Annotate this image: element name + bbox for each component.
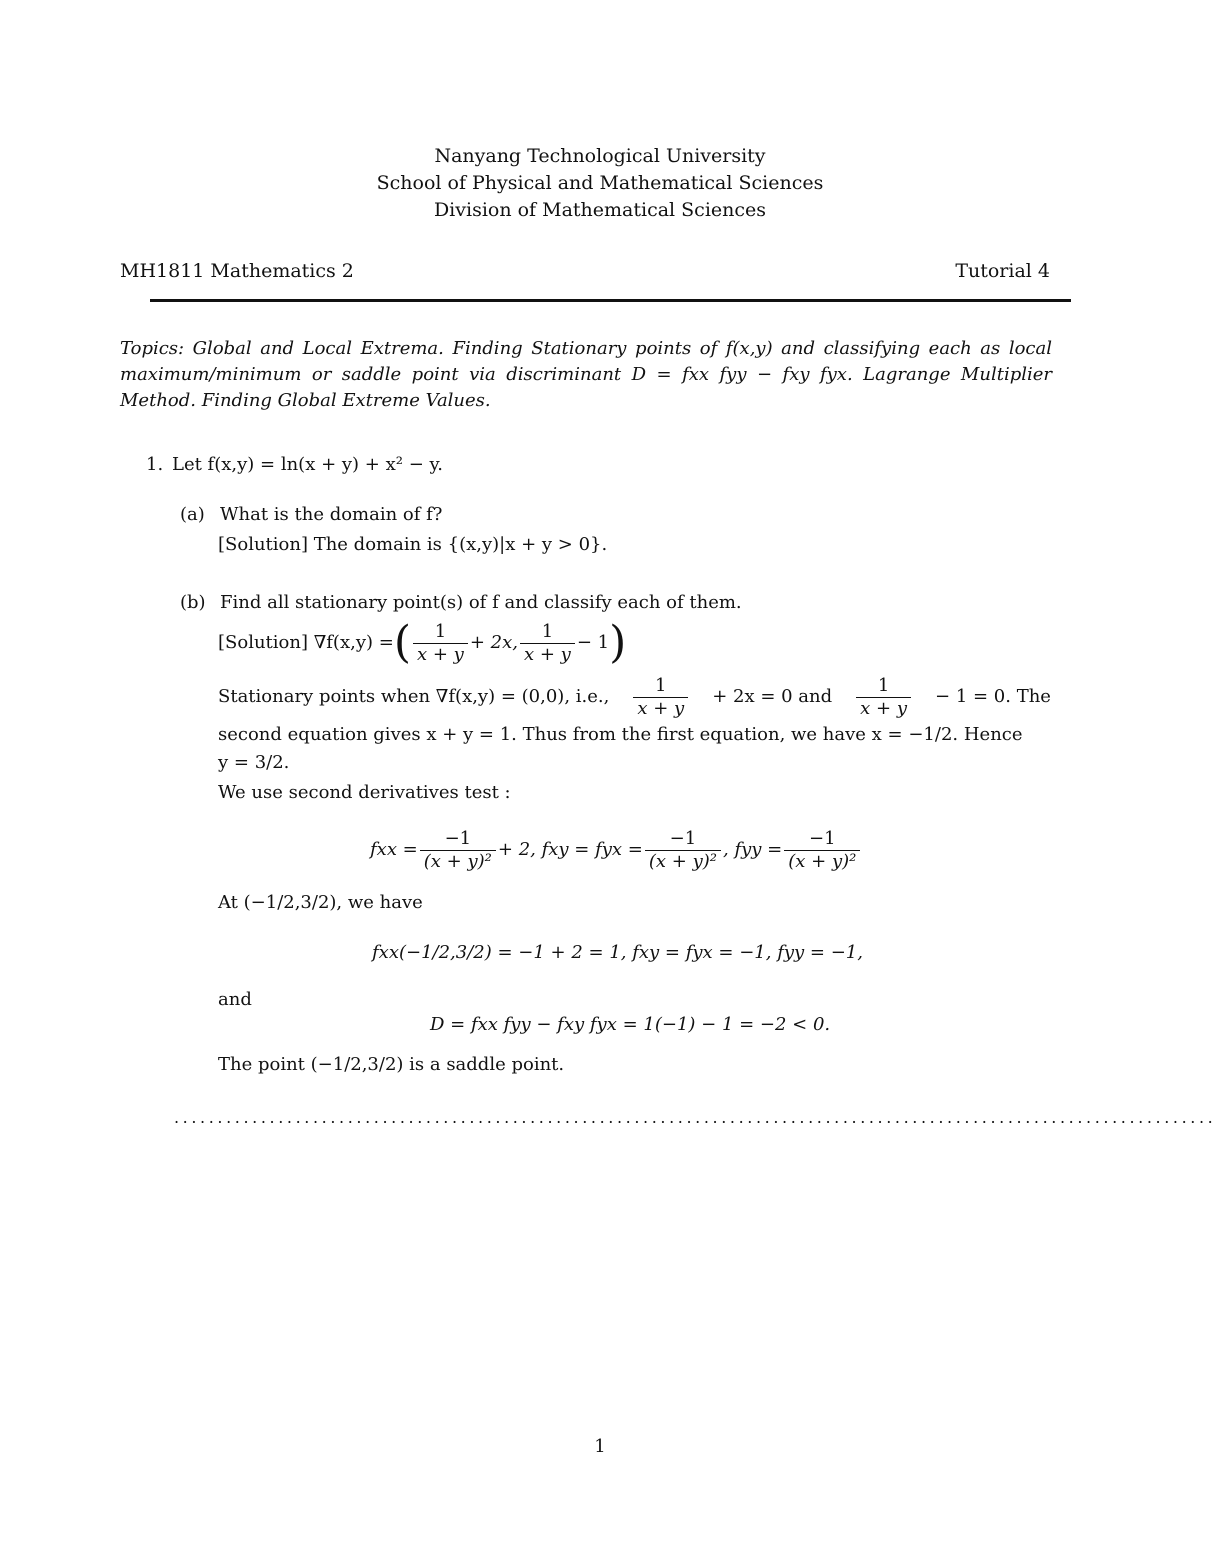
stationary-frac-1 <box>633 675 688 720</box>
left-paren: ( <box>393 617 411 668</box>
gradient-prefix: [Solution] ∇f(x,y) = <box>218 632 394 653</box>
frac-den: (x + y)² <box>788 850 857 872</box>
school-name: School of Physical and Mathematical Sciences <box>376 172 824 194</box>
deriv-frac-3 <box>784 828 860 873</box>
stationary-end: − 1 = 0. The <box>935 686 1051 707</box>
header-rule <box>150 299 1071 302</box>
frac-num: −1 <box>784 828 860 851</box>
deriv-mid-2: , fyy = <box>723 839 783 860</box>
second-derivatives-equation <box>370 822 862 878</box>
topics-paragraph: Topics: Global and Local Extrema. Finding Stationary points of f(x,y) and classifying each as local maximum/minimum or saddle point via discriminant D = fxx fyy − fxy fyx. Lagrange Multiplier Method. Finding Global Extreme Values. <box>120 338 1052 411</box>
conclusion-line: The point (−1/2,3/2) is a saddle point. <box>218 1054 565 1075</box>
right-paren: ) <box>609 617 627 668</box>
part-a-label: (a) <box>180 504 205 525</box>
deriv-frac-1 <box>420 828 496 873</box>
course-title: MH1811 Mathematics 2 <box>120 260 354 282</box>
frac-den: x + y <box>860 697 908 719</box>
part-b-question: Find all stationary point(s) of f and classify each of them. <box>220 592 742 613</box>
question-statement: Let f(x,y) = ln(x + y) + x² − y. <box>172 454 443 475</box>
frac-den: (x + y)² <box>648 850 717 872</box>
part-b-label: (b) <box>180 592 206 613</box>
evaluation-line: fxx(−1/2,3/2) = −1 + 2 = 1, fxy = fyx = −1, fyy = −1, <box>372 942 863 963</box>
at-point-line: At (−1/2,3/2), we have <box>218 892 423 913</box>
deriv-fxx: fxx = <box>370 839 418 860</box>
tutorial-label: Tutorial 4 <box>955 260 1050 282</box>
frac-num: −1 <box>420 828 496 851</box>
stationary-frac-2 <box>856 675 911 720</box>
frac-num: 1 <box>520 621 575 644</box>
stationary-prefix: Stationary points when ∇f(x,y) = (0,0), i.e., <box>218 686 610 707</box>
question-number: 1. <box>146 454 164 475</box>
and-word: and <box>218 989 252 1010</box>
division-name: Division of Mathematical Sciences <box>433 199 767 221</box>
frac-den: x + y <box>417 643 464 665</box>
frac-num: 1 <box>413 621 468 644</box>
discriminant-line: D = fxx fyy − fxy fyx = 1(−1) − 1 = −2 < 0. <box>430 1014 831 1035</box>
gradient-line <box>218 615 626 671</box>
solution-line-3: y = 3/2. <box>218 752 290 773</box>
part-a-question: What is the domain of f? <box>220 504 443 525</box>
university-name: Nanyang Technological University <box>434 145 766 167</box>
frac-num: −1 <box>645 828 721 851</box>
solution-line-2: second equation gives x + y = 1. Thus from the first equation, we have x = −1/2. Hence <box>218 724 1023 745</box>
deriv-frac-2 <box>645 828 721 873</box>
frac-num: 1 <box>856 675 911 698</box>
dotted-separator: ........................................................................................................................ <box>174 1108 1216 1127</box>
gradient-tail-2: − 1 <box>576 632 610 653</box>
stationary-line <box>218 670 1051 724</box>
solution-line-4: We use second derivatives test : <box>218 782 511 803</box>
gradient-frac-1 <box>413 621 468 666</box>
gradient-frac-2 <box>520 621 575 666</box>
frac-den: x + y <box>637 697 685 719</box>
frac-den: (x + y)² <box>423 850 492 872</box>
stationary-mid: + 2x = 0 and <box>712 686 833 707</box>
part-a-solution: [Solution] The domain is {(x,y)|x + y > 0}. <box>218 534 608 555</box>
page-number: 1 <box>594 1436 606 1457</box>
frac-den: x + y <box>524 643 571 665</box>
frac-num: 1 <box>633 675 688 698</box>
gradient-tail-1: + 2x, <box>469 632 518 653</box>
deriv-mid-1: + 2, fxy = fyx = <box>497 839 643 860</box>
